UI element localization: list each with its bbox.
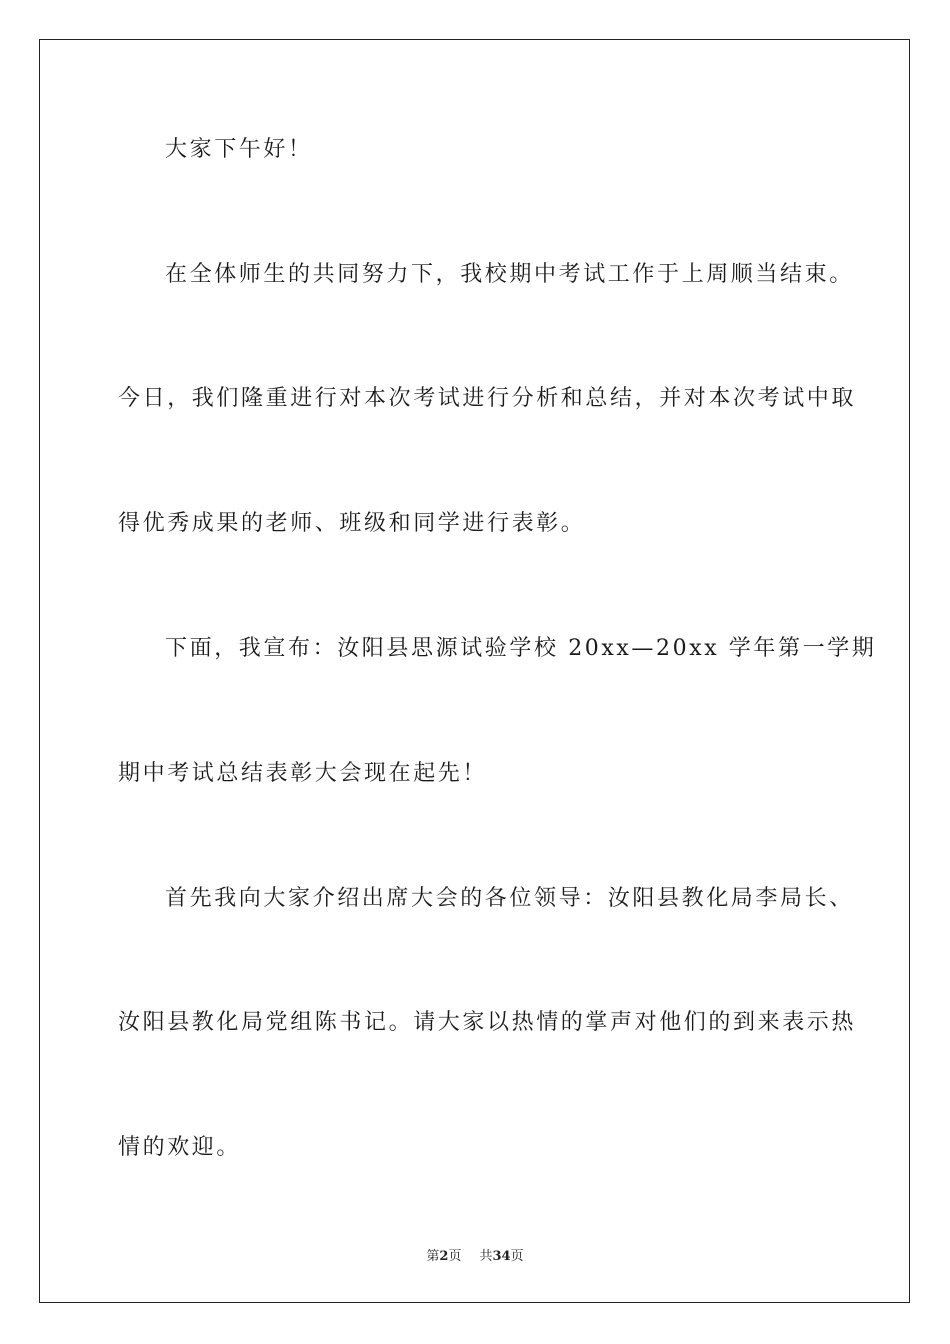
paragraph-1-line-1: 在全体师生的共同努力下，我校期中考试工作于上周顺当结束。 [165,262,854,287]
page-suffix: 页 [448,1249,462,1264]
paragraph-3-line-3: 情的欢迎。 [118,1135,242,1160]
page-border [39,39,910,1303]
total-prefix: 共 [479,1249,493,1264]
paragraph-2-line-1: 下面，我宣布：汝阳县思源试验学校 20xx—20xx 学年第一学期 [165,636,877,661]
page-prefix: 第 [426,1249,440,1264]
paragraph-2-line-2: 期中考试总结表彰大会现在起先！ [118,761,488,786]
total-suffix: 页 [510,1249,524,1264]
greeting-line: 大家下午好！ [165,137,313,162]
paragraph-1-line-2: 今日，我们隆重进行对本次考试进行分析和总结，并对本次考试中取 [118,386,857,411]
paragraph-3-line-2: 汝阳县教化局党组陈书记。请大家以热情的掌声对他们的到来表示热 [118,1010,857,1035]
page-number: 2 [439,1249,449,1264]
paragraph-3-line-1: 首先我向大家介绍出席大会的各位领导：汝阳县教化局李局长、 [165,886,854,911]
paragraph-1-line-3: 得优秀成果的老师、班级和同学进行表彰。 [118,511,586,536]
total-pages: 34 [492,1249,511,1264]
page-footer [0,1248,950,1266]
